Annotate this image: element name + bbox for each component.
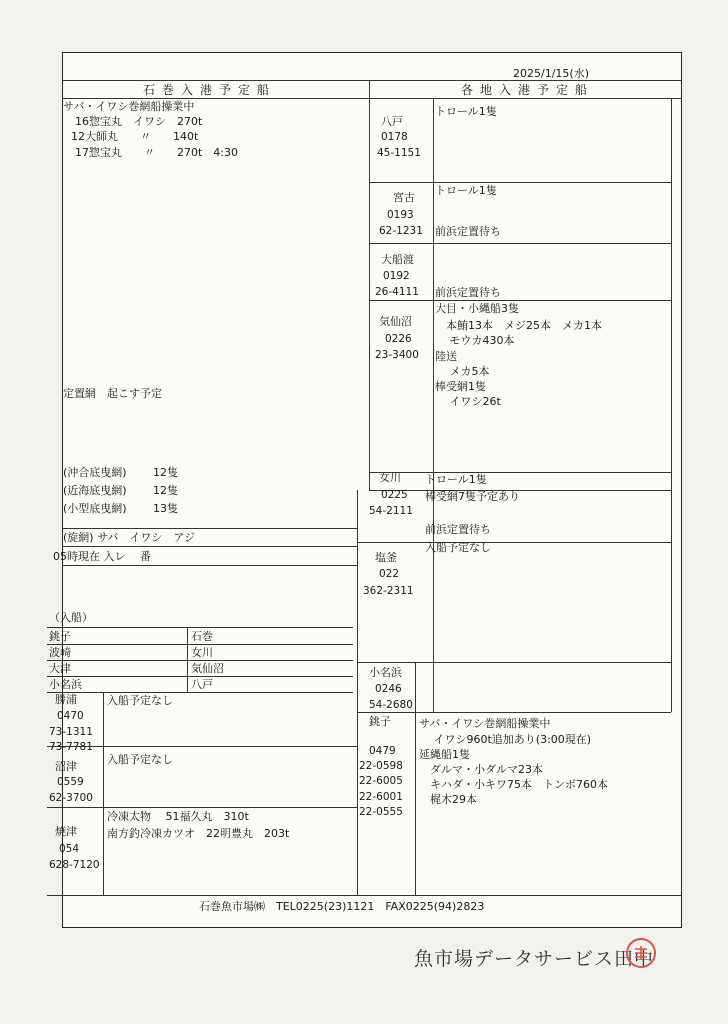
port-name-6: 女川	[191, 646, 213, 659]
katsuura-tel-2: 73-1311	[49, 726, 93, 738]
onagawa-bottom	[357, 542, 671, 543]
choshi-name-divider	[415, 662, 416, 895]
right-header: 各地入港予定船	[461, 83, 595, 97]
onagawa-top-rule	[369, 490, 671, 491]
choshi-tel-4: 22-6001	[359, 791, 403, 803]
yaizu-tel-1: 054	[59, 843, 80, 855]
hachinohe-tel-1: 0178	[381, 131, 408, 143]
port-name-4: 小名浜	[49, 678, 82, 691]
onagawa-line-4: 前浜定置待ち	[425, 523, 491, 536]
choshi-line-4: ダルマ・小ダルマ23本	[419, 763, 543, 776]
onagawa-line-2: 棒受網7隻予定あり	[425, 490, 520, 503]
choshi-tel-3: 22-6005	[359, 775, 403, 787]
hachinohe-tel-2: 45-1151	[377, 147, 421, 159]
ofunato-line-4: 前浜定置待ち	[435, 286, 501, 299]
numazu-tel-2: 62-3700	[49, 792, 93, 804]
miyako-name: 宮古	[393, 191, 415, 204]
right-name-divider	[433, 98, 434, 712]
katsuura-name: 勝浦	[55, 693, 77, 706]
kesennuma-bottom	[369, 472, 671, 473]
miyako-bottom	[369, 243, 671, 244]
ofunato-bottom	[369, 300, 671, 301]
numazu-tel-1: 0559	[57, 776, 84, 788]
vessel-line-1: 16惣宝丸 イワシ 270t	[75, 115, 203, 128]
trawl-label-3: (小型底曳網)	[63, 502, 127, 515]
kesennuma-line-6: 棒受網1隻	[435, 380, 486, 393]
onahama-name: 小名浜	[369, 666, 402, 679]
ofunato-tel-2: 26-4111	[375, 286, 419, 298]
arrival-label: （入船）	[49, 611, 93, 624]
port-table-rule-2	[47, 660, 353, 661]
vessel-line-3: 17惣宝丸 〃 270t 4:30	[75, 146, 239, 159]
kesennuma-line-7: イワシ26t	[435, 395, 501, 408]
date: 2025/1/15(水)	[513, 67, 589, 80]
kesennuma-line-2: 本鮪13本 メジ25本 メカ1本	[435, 319, 602, 332]
shiogama-line-1: 入船予定なし	[425, 541, 491, 554]
katsuura-bottom	[47, 746, 357, 747]
fax-sheet	[49, 52, 682, 928]
port-name-3: 大津	[49, 662, 71, 675]
hachinohe-name: 八戸	[381, 115, 403, 128]
kesennuma-line-5: メカ5本	[435, 365, 490, 378]
miyako-tel-1: 0193	[387, 209, 414, 221]
numazu-note: 入船予定なし	[107, 753, 173, 766]
hachinohe-line-1: トロール1隻	[435, 105, 497, 118]
katsuura-note: 入船予定なし	[107, 694, 173, 707]
port-name-8: 八戸	[191, 678, 213, 691]
port-name-5: 石巻	[191, 630, 213, 643]
onahama-bottom	[357, 712, 671, 713]
as-of-bottom-rule	[63, 565, 357, 566]
choshi-tel-1: 0479	[369, 745, 396, 757]
port-table-mid	[187, 627, 188, 692]
kesennuma-tel-1: 0226	[385, 333, 412, 345]
purse-seine-top-rule	[63, 528, 357, 529]
port-table-top	[47, 627, 353, 628]
choshi-line-3: 延縄船1隻	[419, 748, 470, 761]
numazu-name: 沼津	[55, 760, 77, 773]
shiogama-name: 塩釜	[375, 551, 397, 564]
choshi-tel-5: 22-0555	[359, 806, 403, 818]
as-of-top-rule	[63, 546, 357, 547]
left-col-edge	[357, 490, 358, 895]
yaizu-note-2: 南方釣冷凍カツオ 22明豊丸 203t	[107, 827, 290, 840]
choshi-line-5: キハダ・小キワ75本 トンボ760本	[419, 778, 608, 791]
onahama-tel-1: 0246	[375, 683, 402, 695]
port-name-1: 銚子	[49, 630, 71, 643]
miyako-tel-2: 62-1231	[379, 225, 423, 237]
port-name-2: 波崎	[49, 646, 71, 659]
seal-stamp	[626, 938, 656, 968]
yaizu-name: 焼津	[55, 825, 77, 838]
choshi-name: 銚子	[369, 715, 391, 728]
bottom-left-divider	[103, 692, 104, 895]
header-bottom-rule	[63, 98, 681, 99]
onagawa-tel-2: 54-2111	[369, 505, 413, 517]
purse-seine-line: (旋網) サバ イワシ アジ	[63, 531, 195, 544]
onagawa-line-1: トロール1隻	[425, 473, 487, 486]
vessel-line-2: 12大師丸 〃 140t	[71, 130, 199, 143]
trawl-label-1: (沖合底曳網)	[63, 466, 127, 479]
ofunato-tel-1: 0192	[383, 270, 410, 282]
choshi-line-1: サバ・イワシ巻網船操業中	[419, 717, 551, 730]
kesennuma-line-3: モウカ430本	[435, 334, 515, 347]
port-name-7: 気仙沼	[191, 662, 224, 675]
kesennuma-name: 気仙沼	[379, 315, 412, 328]
onagawa-name: 女川	[379, 471, 401, 484]
onagawa-tel-1: 0225	[381, 489, 408, 501]
shiogama-tel-2: 362-2311	[363, 585, 414, 597]
kesennuma-tel-2: 23-3400	[375, 349, 419, 361]
left-status: サバ・イワシ巻網船操業中	[63, 100, 195, 113]
yaizu-tel-2: 628-7120	[49, 859, 100, 871]
right-outer-edge	[671, 98, 672, 712]
choshi-line-2: イワシ960t追加あり(3:00現在)	[419, 733, 592, 746]
center-divider	[369, 80, 370, 490]
port-table-rule-1	[47, 644, 353, 645]
katsuura-tel-3: 73-7781	[49, 741, 93, 753]
footer-rule	[47, 895, 681, 896]
choshi-line-6: 梶木29本	[419, 793, 477, 806]
port-table-rule-4	[47, 692, 353, 693]
hachinohe-bottom	[369, 182, 671, 183]
numazu-bottom	[47, 807, 357, 808]
as-of-line: 05時現在 入レ 番	[53, 550, 151, 563]
onahama-tel-2: 54-2680	[369, 699, 413, 711]
trawl-count-1: 12隻	[153, 466, 178, 479]
miyako-line-1: トロール1隻	[435, 184, 497, 197]
header-top-rule	[63, 80, 681, 81]
trawl-label-2: (近海底曳網)	[63, 484, 127, 497]
teichi-note: 定置網 起こす予定	[63, 387, 162, 400]
shiogama-bottom	[357, 662, 671, 663]
kesennuma-line-1: 大目・小縄船3隻	[435, 302, 519, 315]
ofunato-name: 大船渡	[381, 253, 414, 266]
yaizu-note-1: 冷凍太物 51福久丸 310t	[107, 810, 249, 823]
trawl-count-3: 13隻	[153, 502, 178, 515]
left-header: 石巻入港予定船	[143, 83, 277, 97]
kesennuma-line-4: 陸送	[435, 350, 457, 363]
footer-contact: 石巻魚市場㈱ TEL0225(23)1121 FAX0225(94)2823	[199, 900, 485, 913]
katsuura-tel-1: 0470	[57, 710, 84, 722]
choshi-tel-2: 22-0598	[359, 760, 403, 772]
brand-signature: 魚市場データサービス田中	[414, 948, 655, 970]
port-table-rule-3	[47, 676, 353, 677]
trawl-count-2: 12隻	[153, 484, 178, 497]
shiogama-tel-1: 022	[379, 568, 400, 580]
miyako-line-4: 前浜定置待ち	[435, 225, 501, 238]
